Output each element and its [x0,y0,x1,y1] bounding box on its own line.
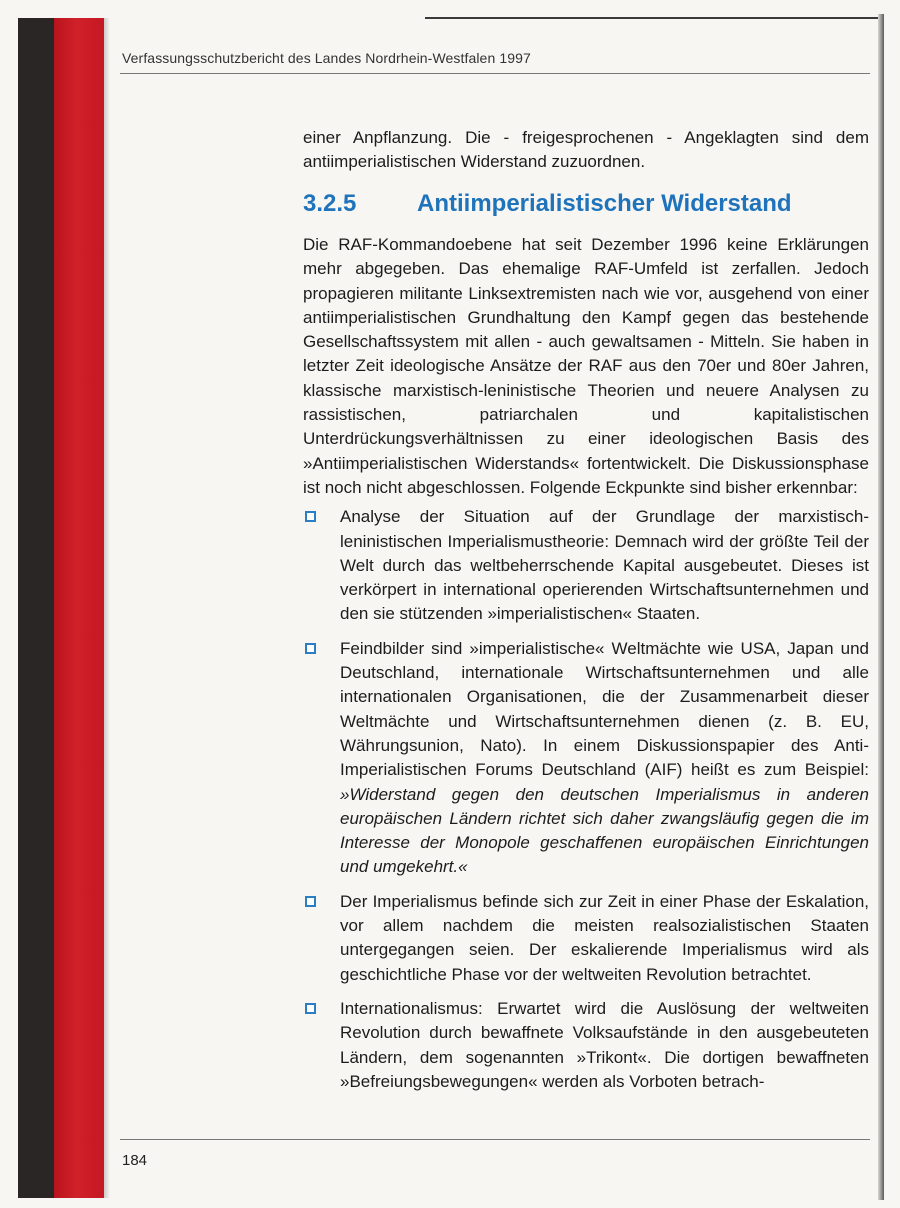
checkbox-bullet-icon [305,1003,316,1014]
section-title: Antiimperialistischer Widerstand [417,190,792,217]
bullet-text: Feindbilder sind »imperialistische« Weltmächte wie USA, Japan und Deutschland, internationale Wirtschaftsunternehmen und alle internationalen Organisationen, die der Zusammenarbeit dieser Weltmächte und Wirtschaftsunternehmen dienen (z. B. EU, Währungsunion, Nato). In einem Diskussionspapier des Anti-Imperialistischen Forums Deutschland (AIF) heißt es zum Beispiel: [340,638,869,780]
intro-text: einer Anpflanzung. Die - freigesprochenen - Angeklagten sind dem antiimperialistischen Widerstand zuzuordnen. [303,128,869,172]
checkbox-bullet-icon [305,896,316,907]
header-rule [120,73,870,74]
bullet-quote: »Widerstand gegen den deutschen Imperialismus in anderen europäischen Ländern richtet sich daher zwangsläufig gegen die im Interesse der Monopole geschaffenen europäischen Einrichtungen und umgekehrt.« [340,784,869,877]
checkbox-bullet-icon [305,643,316,654]
book-spine-dark [18,18,54,1198]
top-edge-rule [425,17,880,19]
section-body [303,233,869,1104]
intro-paragraph [303,126,869,174]
bullet-item [303,890,869,987]
bullet-text: Analyse der Situation auf der Grundlage der marxistisch-leninistischen Imperialismustheorie: Demnach wird der größte Teil der Welt durch das weltbeherrschende Kapital ausgebeutet. Dieses ist verkörpert in international operierenden Wirtschaftsunternehmen und den sie stützenden »imperialistischen« Staaten. [340,507,869,624]
section-number: 3.2.5 [303,190,357,217]
checkbox-bullet-icon [305,511,316,522]
page-number: 184 [122,1152,148,1169]
book-spine-red [54,18,104,1198]
bullet-item [303,637,869,880]
bullet-item [303,505,869,626]
footer-rule [120,1139,870,1140]
running-header: Verfassungsschutzbericht des Landes Nordrhein-Westfalen 1997 [122,50,531,66]
page-right-edge [878,14,884,1200]
bullet-text: Internationalismus: Erwartet wird die Auslösung der weltweiten Revolution durch bewaffnete Volksaufstände in den ausgebeuteten Ländern, dem sogenannten »Trikont«. Die dortigen bewaffneten »Befreiungsbewegungen« werden als Vorboten betrach- [340,998,869,1091]
bullet-list [303,505,869,1094]
section-paragraph: Die RAF-Kommandoebene hat seit Dezember 1996 keine Erklärungen mehr abgegeben. Das ehemalige RAF-Umfeld ist zerfallen. Jedoch propagieren militante Linksextremisten nach wie vor, ausgehend von einer antiimperialistischen Grundhaltung den Kampf gegen das bestehende Gesellschaftssystem mit allen - auch gewaltsamen - Mitteln. Sie haben in letzter Zeit ideologische Ansätze der RAF aus den 70er und 80er Jahren, klassische marxistisch-leninistische Theorien und neuere Analysen zu rassistischen, patriarchalen und kapitalistischen Unterdrückungsverhältnissen zu einer ideologischen Basis des »Antiimperialistischen Widerstands« fortentwickelt. Die Diskussionsphase ist noch nicht abgeschlossen. Folgende Eckpunkte sind bisher erkennbar: [303,235,869,497]
bullet-text: Der Imperialismus befinde sich zur Zeit in einer Phase der Eskalation, vor allem nachdem die meisten realsozialistischen Staaten untergegangen seien. Der eskalierende Imperialismus wird als geschichtliche Phase vor der weltweiten Revolution betrachtet. [340,891,869,984]
bullet-item [303,997,869,1094]
spine-shadow [104,18,110,1198]
section-heading [303,190,869,218]
